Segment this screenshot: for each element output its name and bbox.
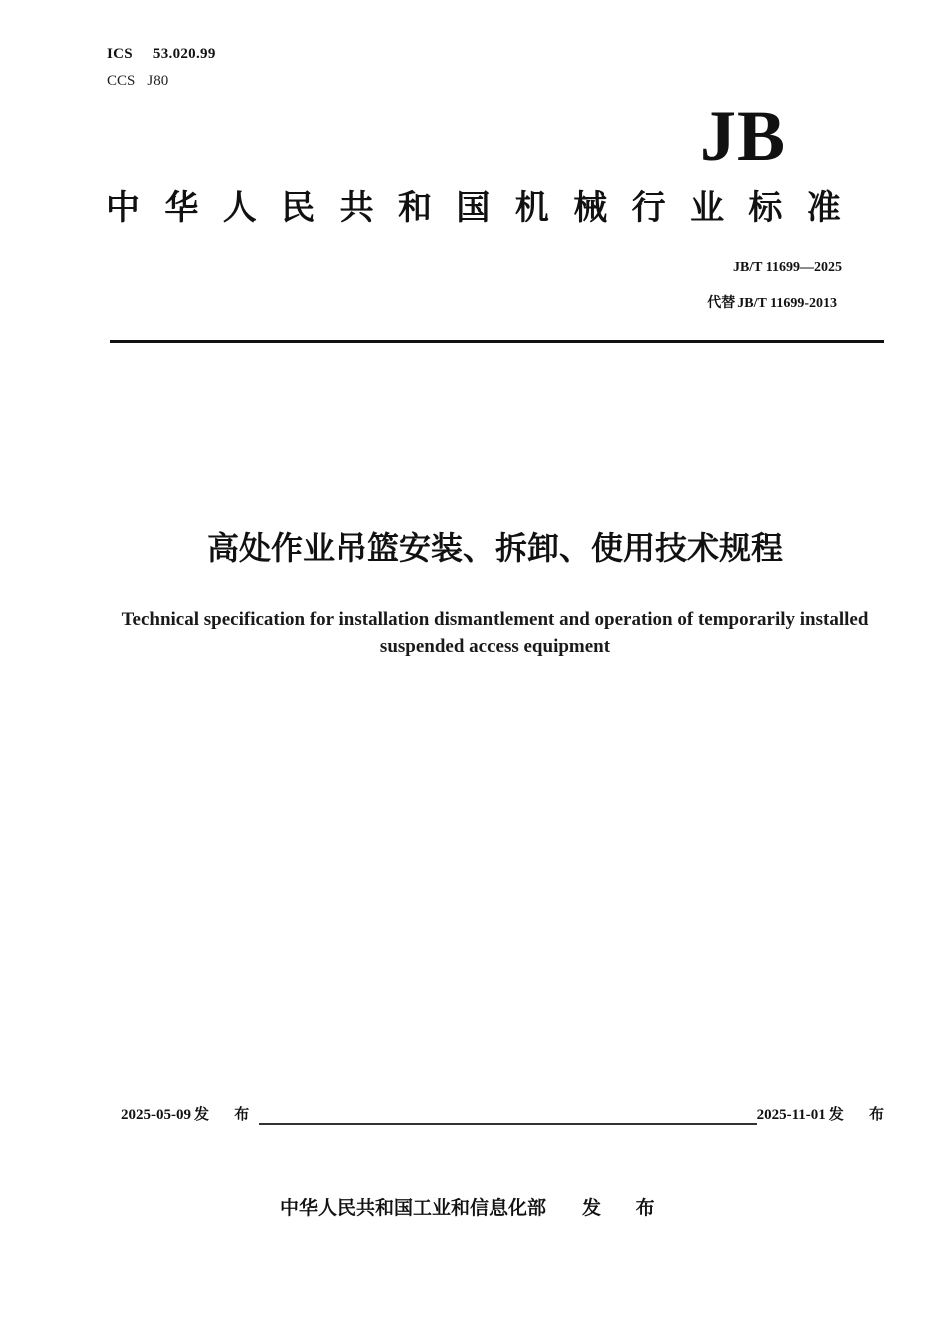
implement-label: 发 布 bbox=[828, 1105, 894, 1123]
date-row bbox=[121, 1102, 894, 1128]
replaces-standard bbox=[560, 292, 837, 312]
replaces-number: JB/T 11699-2013 bbox=[737, 296, 837, 311]
ics-classification bbox=[107, 46, 216, 63]
ccs-code: J80 bbox=[147, 73, 169, 89]
document-title-zh: 高处作业吊篮安装、拆卸、使用技术规程 bbox=[206, 529, 783, 567]
ccs-classification bbox=[107, 73, 168, 90]
standard-category-title: 中华人民共和国机械行业标准 bbox=[106, 188, 866, 228]
issue-date: 2025-05-09 bbox=[121, 1107, 191, 1123]
ics-label: ICS bbox=[107, 46, 133, 62]
standard-number: JB/T 11699—2025 bbox=[732, 260, 842, 275]
ccs-label: CCS bbox=[107, 73, 136, 89]
implement-date: 2025-11-01 bbox=[756, 1107, 826, 1123]
publisher-name: 中华人民共和国工业和信息化部 bbox=[280, 1197, 547, 1219]
ics-code: 53.020.99 bbox=[152, 46, 216, 62]
jb-logo: JB bbox=[700, 96, 787, 176]
publisher bbox=[280, 1192, 700, 1224]
implement-date-block bbox=[756, 1102, 894, 1127]
replaces-prefix: 代替 bbox=[707, 295, 736, 311]
issue-date-block bbox=[121, 1102, 259, 1127]
issue-label: 发 布 bbox=[194, 1105, 260, 1123]
header-divider bbox=[110, 340, 884, 343]
document-title-en: Technical specification for installation dismantlement and operation of temporarily installed suspended access equipment bbox=[121, 609, 869, 657]
publisher-action: 发 布 bbox=[582, 1197, 669, 1219]
